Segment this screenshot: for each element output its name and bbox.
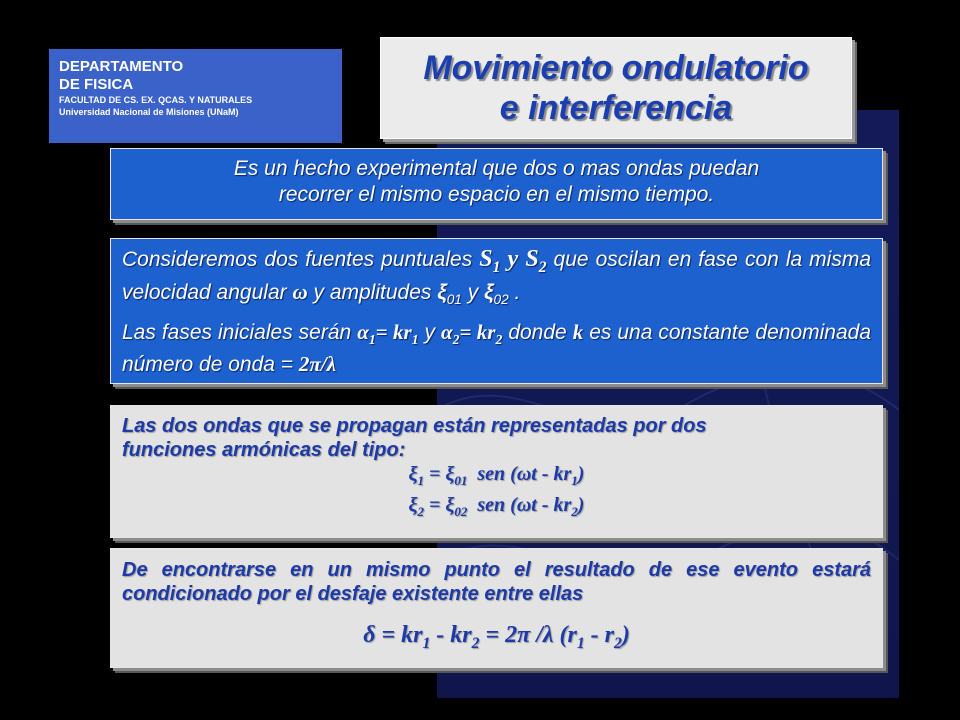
- department-line-1: DEPARTAMENTO: [59, 58, 184, 75]
- symbol: = kr: [375, 319, 412, 344]
- text: que oscilan en fase con la misma velocidad angular: [122, 248, 872, 304]
- wave-equation-2: [122, 493, 871, 524]
- waves-line-1: Las dos ondas que se propagan están representadas por dos: [122, 415, 707, 437]
- wave-equation-1: [122, 462, 871, 493]
- title-line-1: Movimiento ondulatorio: [423, 49, 809, 87]
- symbol: α: [357, 319, 369, 344]
- symbol: ): [577, 463, 585, 485]
- symbol: ω: [292, 279, 308, 304]
- symbol: ξ: [437, 280, 447, 304]
- symbol: sen (ωt - kr: [467, 494, 572, 516]
- symbol: k: [572, 319, 584, 344]
- subscript: 1: [411, 332, 419, 348]
- phase-text: [122, 558, 871, 606]
- intro-card: [110, 148, 883, 220]
- subscript: 2: [452, 332, 460, 348]
- subscript: 2: [417, 504, 424, 519]
- subscript: 02: [454, 504, 468, 519]
- phase-equation: [122, 620, 871, 659]
- symbol: sen (ωt - kr: [467, 463, 572, 485]
- text: es una constante denominada número de onda =: [122, 320, 871, 377]
- symbol: α: [441, 319, 453, 344]
- subscript: 2: [571, 504, 578, 519]
- symbol: = 2π /λ (r: [479, 622, 577, 648]
- text: Consideremos dos fuentes puntuales: [122, 248, 473, 271]
- symbol: ξ: [408, 463, 418, 485]
- subscript: 02: [493, 291, 509, 307]
- subscript: 1: [571, 473, 578, 488]
- sources-paragraph-2: [122, 320, 871, 377]
- university-line: Universidad Nacional de Misiones (UNaM): [59, 107, 239, 117]
- symbol: = kr: [459, 319, 496, 344]
- subscript: 1: [417, 473, 424, 488]
- slide-title: [380, 37, 852, 139]
- symbol: = ξ: [424, 463, 455, 485]
- text: y: [507, 246, 519, 272]
- symbol: 2π/λ: [298, 352, 337, 377]
- symbol: S: [525, 246, 539, 272]
- symbol: - r: [584, 622, 615, 648]
- department-line-2: DE FISICA: [59, 76, 134, 93]
- subscript: 01: [454, 473, 468, 488]
- subscript: 1: [492, 258, 501, 276]
- text: y: [424, 320, 436, 344]
- text: Las fases iniciales serán: [122, 320, 352, 344]
- subscript: 1: [576, 634, 585, 652]
- phase-card: [110, 548, 883, 668]
- sources-card: [110, 238, 883, 384]
- subscript: 1: [422, 634, 431, 652]
- subscript: 2: [495, 332, 503, 348]
- symbol: ξ: [408, 494, 418, 516]
- subscript: 2: [538, 258, 547, 276]
- text: y: [467, 280, 479, 304]
- symbol: ): [577, 494, 585, 516]
- text: .: [514, 280, 521, 304]
- sources-paragraph-1: [122, 247, 871, 312]
- subscript: 2: [614, 634, 622, 652]
- faculty-line: FACULTAD DE CS. EX. QCAS. Y NATURALES: [59, 95, 253, 105]
- subscript: 2: [471, 634, 480, 652]
- symbol: ξ: [484, 280, 494, 304]
- symbol: = ξ: [424, 494, 455, 516]
- phase-line-1: De encontrarse en un mismo punto el resultado de ese evento: [122, 559, 799, 581]
- symbol: ): [621, 622, 630, 648]
- text: donde: [508, 320, 567, 344]
- phase-line-2: estará condicionado por el desfaje existente entre ellas: [122, 559, 872, 605]
- intro-line-2: recorrer el mismo espacio en el mismo tiempo.: [278, 183, 715, 206]
- symbol: - kr: [430, 622, 472, 648]
- department-label: [49, 49, 342, 143]
- intro-line-1: Es un hecho experimental que dos o mas ondas puedan: [233, 157, 760, 180]
- title-line-2: e interferencia: [499, 89, 733, 127]
- subscript: 01: [446, 291, 462, 307]
- waves-card: [110, 405, 883, 538]
- waves-line-2: funciones armónicas del tipo:: [122, 439, 406, 461]
- text: y amplitudes: [313, 280, 432, 304]
- subscript: 1: [368, 332, 376, 348]
- symbol: δ = kr: [363, 622, 423, 648]
- symbol: S: [479, 246, 493, 272]
